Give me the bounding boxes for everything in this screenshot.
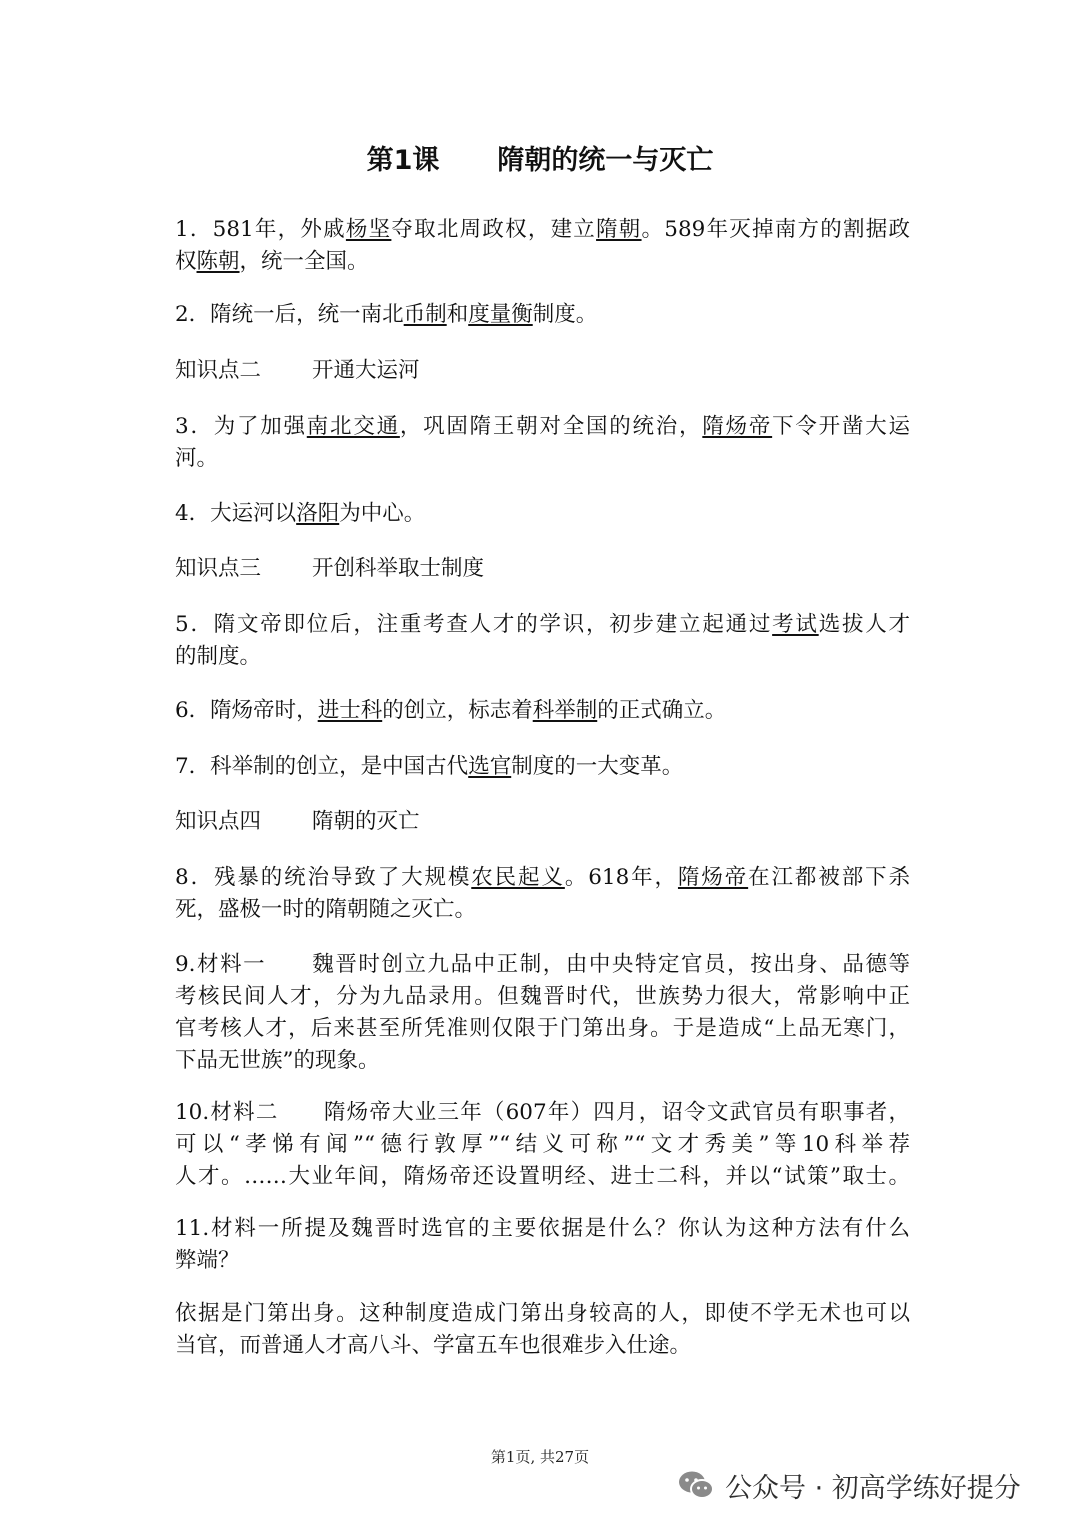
item-2: 2．隋统一后，统一南北币制和度量衡制度。: [175, 302, 598, 327]
lesson-number: 第1课: [366, 145, 440, 176]
item-1: 1．581年，外戚杨坚夺取北周政权，建立隋朝。589年灭掉南方的割据政 权陈朝，统一全国。: [175, 217, 910, 274]
section-heading-2: 知识点二 开通大运河: [175, 358, 420, 383]
item-7: 7．科举制的创立，是中国古代选官制度的一大变革。: [175, 754, 684, 779]
item-11-answer: 依据是门第出身。这种制度造成门第出身较高的人，即使不学无术也可以 当官，而普通人才高八斗、学富五车也很难步入仕途。: [175, 1301, 910, 1358]
answer-blank: 币制: [403, 302, 447, 327]
item-8: 8．残暴的统治导致了大规模农民起义。618年，隋炀帝在江都被部下杀 死，盛极一时的隋朝随之灭亡。: [175, 865, 910, 922]
item-10-material-2: 10.材料二 隋炀帝大业三年（607年）四月，诏令文武官员有职事者， 可以“孝悌有闻”“德行敦厚”“结义可称”“文才秀美”等10科举荐 人才。……大业年间，隋炀帝还设置明经、进士二科，并以“试策”取士。: [175, 1100, 910, 1189]
item-3: 3．为了加强南北交通，巩固隋王朝对全国的统治，隋炀帝下令开凿大运 河。: [175, 414, 910, 471]
answer-blank: 洛阳: [296, 501, 340, 526]
answer-blank: 南北交通: [306, 414, 400, 439]
answer-blank: 隋炀帝: [702, 414, 773, 439]
answer-blank: 度量衡: [468, 302, 533, 327]
answer-blank: 隋炀帝: [677, 865, 749, 890]
answer-blank: 进士科: [317, 698, 383, 723]
answer-blank: 农民起义: [471, 865, 565, 890]
answer-blank: 考试: [772, 612, 819, 637]
wechat-icon: [677, 1469, 715, 1501]
answer-blank: 科举制: [532, 698, 598, 723]
section-heading-4: 知识点四 隋朝的灭亡: [175, 809, 420, 834]
watermark: [677, 1463, 1021, 1507]
answer-blank: 选官: [468, 754, 512, 779]
page-title: [0, 146, 1080, 176]
lesson-name: 隋朝的统一与灭亡: [497, 145, 714, 176]
item-5: 5．隋文帝即位后，注重考查人才的学识，初步建立起通过考试选拔人才 的制度。: [175, 612, 910, 669]
item-11-question: 11.材料一所提及魏晋时选官的主要依据是什么？你认为这种方法有什么 弊端？: [175, 1216, 910, 1273]
item-4: 4．大运河以洛阳为中心。: [175, 501, 426, 526]
watermark-text: 公众号 · 初高学练好提分: [725, 1472, 1021, 1504]
answer-blank: 杨坚: [345, 217, 392, 242]
section-heading-3: 知识点三 开创科举取士制度: [175, 556, 485, 581]
item-9-material-1: 9.材料一 魏晋时创立九品中正制，由中央特定官员，按出身、品德等 考核民间人才，分为九品录用。但魏晋时代，世族势力很大，常影响中正 官考核人才，后来甚至所凭准则仅限于门第出身。于是造成“上品无寒门， 下品无世族”的现象。: [175, 952, 910, 1073]
item-6: 6．隋炀帝时，进士科的创立，标志着科举制的正式确立。: [175, 698, 727, 723]
page-number: 第1页, 共27页: [490, 1448, 590, 1466]
answer-blank: 陈朝: [196, 249, 240, 274]
answer-blank: 隋朝: [596, 217, 642, 242]
